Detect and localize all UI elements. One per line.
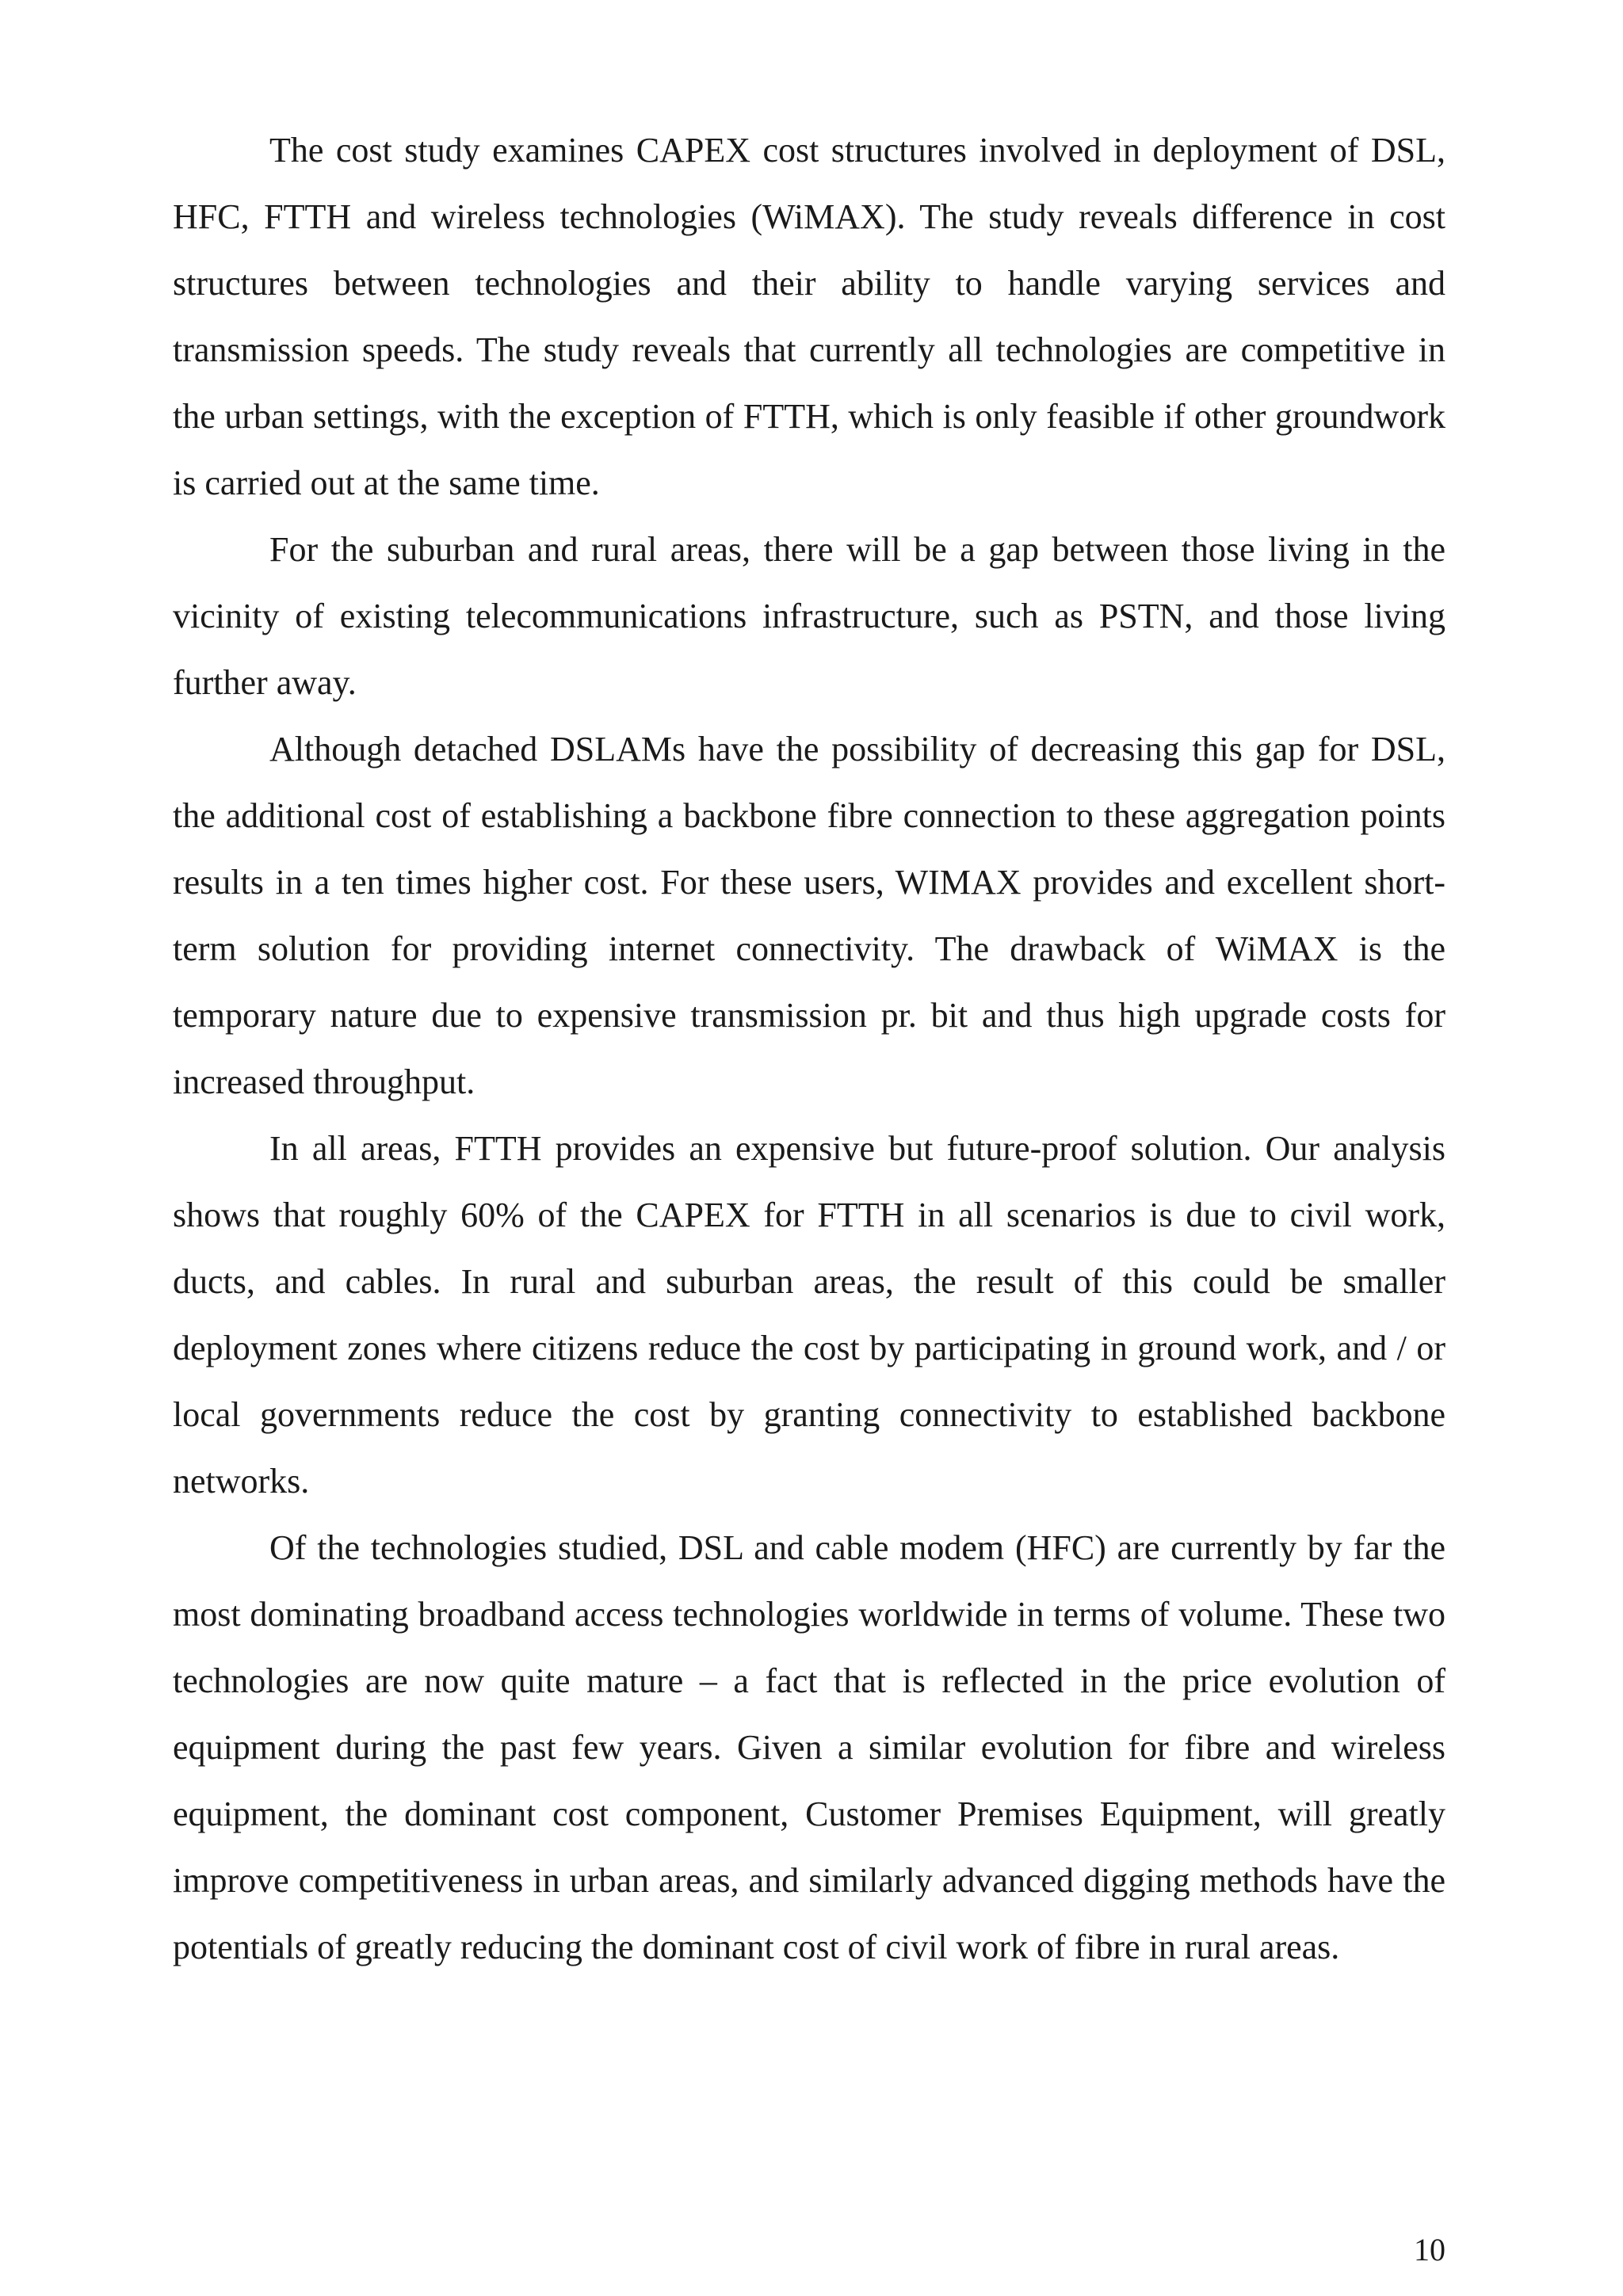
paragraph-ftth-future-proof: In all areas, FTTH provides an expensive but future-proof solution. Our analysis shows that roughly 60% of the CAPEX for FTTH in all scenarios is due to civil work, ducts, and cables. In rural and suburban areas, the result of this could be smaller deployment zones where citizens reduce the cost by participating in ground work, and / or local governments reduce the cost by granting connectivity to established backbone networks. <box>173 1129 1445 1501</box>
paragraph-detached-dslams: Although detached DSLAMs have the possibility of decreasing this gap for DSL, the additional cost of establishing a backbone fibre connection to these aggregation points results in a ten times higher cost. For these users, WIMAX provides and excellent short-term solution for providing internet connectivity. The drawback of WiMAX is the temporary nature due to expensive transmission pr. bit and thus high upgrade costs for increased throughput. <box>173 730 1445 1101</box>
paragraph-cost-study: The cost study examines CAPEX cost structures involved in deployment of DSL, HFC, FTTH and wireless technologies (WiMAX). The study reveals difference in cost structures between technologies and their ability to handle varying services and transmission speeds. The study reveals that currently all technologies are competitive in the urban settings, with the exception of FTTH, which is only feasible if other groundwork is carried out at the same time. <box>173 131 1445 502</box>
paragraph-suburban-rural: For the suburban and rural areas, there will be a gap between those living in the vicinity of existing telecommunications infrastructure, such as PSTN, and those living further away. <box>173 530 1445 702</box>
paragraph-dsl-hfc-maturity: Of the technologies studied, DSL and cable modem (HFC) are currently by far the most dominating broadband access technologies worldwide in terms of volume. These two technologies are now quite mature – a fact that is reflected in the price evolution of equipment during the past few years. Given a similar evolution for fibre and wireless equipment, the dominant cost component, Customer Premises Equipment, will greatly improve competitiveness in urban areas, and similarly advanced digging methods have the potentials of greatly reducing the dominant cost of civil work of fibre in rural areas. <box>173 1528 1445 1966</box>
body-text <box>173 117 1445 1981</box>
page-number: 10 <box>1414 2232 1445 2267</box>
